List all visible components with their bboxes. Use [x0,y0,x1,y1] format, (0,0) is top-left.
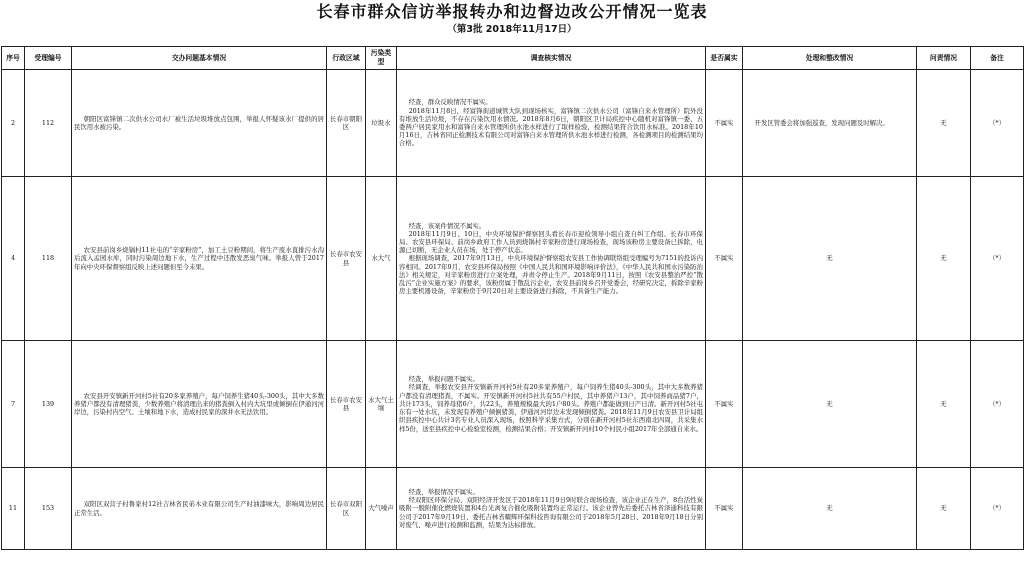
cell-id: 153 [25,468,72,550]
cell-investigation [397,70,706,177]
cell-pollution: 垃圾水 [366,70,397,177]
investigation-paragraph: 根据现场调查，2017年9月13日，中央环境保护督察组农安县工作协调联络组受理编号为7151的投诉内容相同。2017年9月，农安县环保局按照《中国人民共和国环境影响评价法》，《中华人民共和国水污染防治法》相关规定，对辛家粉房进行立案处理，并责令停止生产。2018年9月11日，按照《农安县整治严控“散乱污”企业实施方案》的要求，该粉房属于散乱污企业，农安县前岗乡召开党委会，经研究决定，拆除辛家粉房主要机器设备，辛家粉房于9月20日对主要设备进行拆除，不具备生产能力。 [399,254,703,296]
handling-text: 开发区管委会将加强巡查，发现问题及时解决。 [754,118,889,127]
investigation-paragraph: 2018年11月9日、10日，中央环境保护督察回头看长春市迎检领导小组自查自纠工作组、长春市环保局、农安县环保局、前岗乡政府工作人员到烧锅村辛家粉房进行现场检查，现场该粉房主要设备已拆除，电源已切断，无企业人员在场，处于停产状态。 [399,229,703,255]
cell-id: 139 [25,341,72,468]
cell-region: 长春市双阳区 [327,468,366,550]
cell-note: （*） [971,177,1024,341]
cell-issue [72,341,327,468]
cell-handling: 无 [743,177,917,341]
investigation-paragraph: 经查，举报情况不属实。 [408,487,479,496]
cell-seq: 7 [2,341,25,468]
header-seq: 序号 [2,47,25,70]
investigation-paragraph: 经双阳区环保分局、双阳经济开发区于2018年11月9日9时联合现场检查，该企业正在生产，8台活性炭吸附一脱附催化燃烧装置和4台光离复合催化吸附装置均正常运行。该企业曾先后委托吉林省泽通科技有限公司于2017年9月19日、委托吉林省耀辉环保科技咨询有限公司于2018年5月28日、2018年9月18日分别对废气、噪声进行检测和监测，结果为达标排放。 [399,496,703,529]
cell-id: 112 [25,70,72,177]
header-issue: 交办问题基本情况 [72,47,327,70]
report-table [1,46,1024,550]
issue-text: 农安县开安镇新开河村5社有20多家养殖户，每户饲养生猪40头-300头，其中大多数养猪户都没有清理猪粪，少数养殖户将清理出来的猪粪倒入村内大坑里或倾倒在伊通河河岸边，污染村内空气、土壤和地下水，造成村民家的深井水无法饮用。 [74,391,324,417]
cell-handling [743,70,917,177]
cell-pollution: 大气噪声 [366,468,397,550]
cell-issue [72,70,327,177]
cell-pollution: 水大气土壤 [366,341,397,468]
page-title: 长春市群众信访举报转办和边督边改公开情况一览表 [316,2,708,21]
cell-verified: 不属实 [706,341,743,468]
cell-region: 长春市农安县 [327,177,366,341]
page-subtitle: （第3批 2018年11月17日） [447,24,577,35]
investigation-paragraph: 经查，群众反映情况不属实。 [408,98,492,107]
cell-seq: 4 [2,177,25,341]
cell-pollution: 水大气 [366,177,397,341]
cell-investigation [397,468,706,550]
cell-issue [72,468,327,550]
table-row [2,468,1024,550]
header-region: 行政区域 [327,47,366,70]
investigation-paragraph: 经查，举报问题不属实。 [408,375,479,384]
cell-id: 118 [25,177,72,341]
cell-handling: 无 [743,468,917,550]
issue-text: 朝阳区富锋镇二次供水公司水厂被生活垃圾堆放点包围，举报人怀疑该水厂提供的居民饮用水被污染。 [74,114,324,131]
issue-text: 农安县前岗乡烧锅村11社屯的“辛家粉房”，加工土豆粉期间，将生产废水直排污水沟后流入孟园水库，同时污染周边地下水，生产过程中还散发恶臭气味。举报人曾于2017年向中央环保督察组反映上述问题但至今未果。 [74,246,324,271]
cell-verified: 不属实 [706,468,743,550]
table-row [2,70,1024,177]
cell-seq: 2 [2,70,25,177]
cell-verified: 不属实 [706,177,743,341]
investigation-paragraph: 经查，该案件情况不属实。 [408,221,486,230]
header-note: 备注 [971,47,1024,70]
cell-region: 长春市朝阳区 [327,70,366,177]
issue-text: 双阳区双营子村鲁家村12社吉林省民弟木业有限公司生产时油漆味大，影响周边居民正常生活。 [74,500,324,517]
cell-note: （*） [971,341,1024,468]
cell-issue [72,177,327,341]
cell-note: （*） [971,70,1024,177]
cell-accountability: 无 [917,341,971,468]
cell-verified: 不属实 [706,70,743,177]
investigation-paragraph: 经调查，举报农安县开安镇新开河村5社有20多家养殖户，每户饲养生猪40头-300头，其中大多数养猪户都没有清理猪粪，不属实。开安镇新开河村5社共有55户村民，其中养猪户13户，其中饲养商品猪7户，共计173头，饲养母猪6户，共22头，养殖规模最大的1户80头。养殖户都能做到日产日清。新开河村5社屯东有一处水坑，未发现有养殖户倾倒猪粪，伊通河河岸边未发现倾倒猪粪。2018年11月9日农安县卫计局组织县疾控中心共计3名专业人员深入现场，按照科学采集方式，分别在新开河村5社东西南北四周，共采集水样5份，送至县疾控中心检验室检测，检测结果合格；开安镇新开河村10个村民小组2017年全部通自来水。 [399,383,703,433]
cell-accountability: 无 [917,70,971,177]
cell-note: （*） [971,468,1024,550]
header-verified: 是否属实 [706,47,743,70]
header-accountability: 问责情况 [917,47,971,70]
header-pollution: 污染类型 [366,47,397,70]
cell-handling: 无 [743,341,917,468]
header-handling: 处理和整改情况 [743,47,917,70]
cell-investigation [397,177,706,341]
table-row [2,341,1024,468]
cell-accountability: 无 [917,468,971,550]
investigation-paragraph: 2018年11月8日，经富锋街道城管大队到现场核实，富锋镇二次供水公司（富锋自来水管理所）院外没有堆放生活垃圾，不存在污染饮用水情况。2018年8月6日，朝阳区卫计局疾控中心随机对富锋镇一委、五委两户居民家用水和富锋自来水管理所供水池水样进行了取样检验，检测结果符合饮用水标准。2018年10月16日，吉林省同正检测技术有限公司对富锋自来水管理所供水池水样进行检测，各检测项目的检测结果均合格。 [399,106,703,148]
header-row [2,47,1024,70]
cell-accountability: 无 [917,177,971,341]
header-id: 受理编号 [25,47,72,70]
cell-region: 长春市农安县 [327,341,366,468]
header-investigation: 调查核实情况 [397,47,706,70]
cell-seq: 11 [2,468,25,550]
table-row [2,177,1024,341]
cell-investigation [397,341,706,468]
